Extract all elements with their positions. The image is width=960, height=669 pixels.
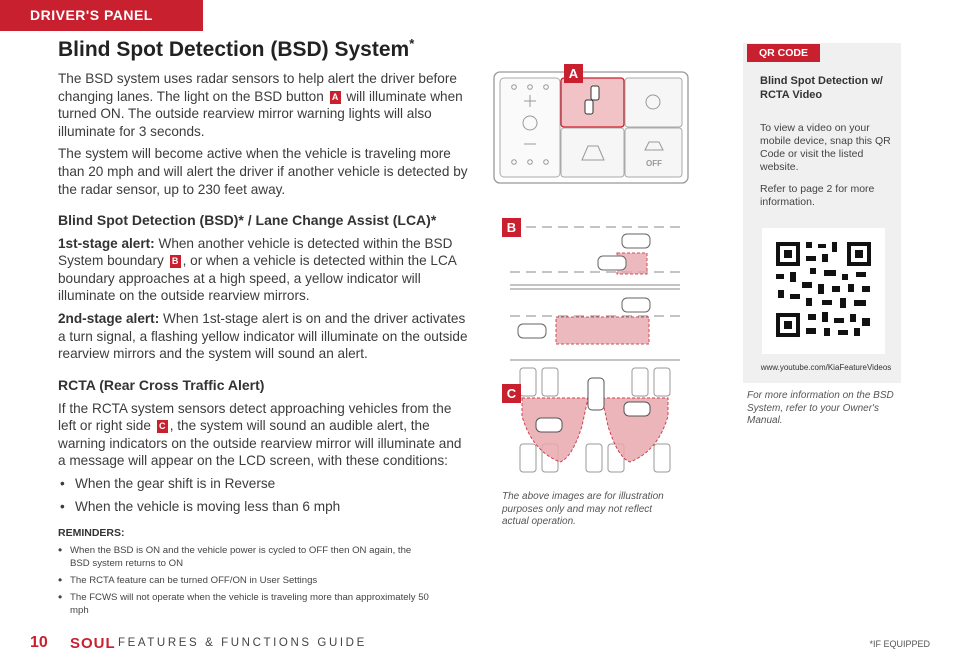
reminder-item: • The RCTA feature can be turned OFF/ON in User Settings — [58, 575, 430, 588]
rcta-bullet: • When the vehicle is moving less than 6 mph — [58, 498, 468, 516]
bsd-button-panel-illustration — [492, 70, 690, 185]
rcta-parking-illustration — [512, 366, 680, 476]
figure-marker-b: B — [502, 218, 521, 237]
owners-manual-note: For more information on the BSD System, refer to your Owner's Manual. — [747, 390, 894, 426]
rcta-heading: RCTA (Rear Cross Traffic Alert) — [58, 377, 265, 393]
if-equipped-note: *IF EQUIPPED — [869, 639, 930, 649]
rcta-section: RCTA (Rear Cross Traffic Alert) If the RCTA system sensors detect approaching vehicles from the left or right side C , the system will sound an audible alert, the warning indicators on the outside rearview mirror will illuminate and a message will appear on the LCD screen, with these conditions: • When the gear shift is in Reverse • When the vehicle is moving less than 6 mph — [58, 377, 468, 515]
reminder-item: • When the BSD is ON and the vehicle power is cycled to OFF then ON again, the BSD system returns to ON — [58, 545, 430, 570]
marker-a: A — [330, 91, 341, 104]
footer-guide-title: FEATURES & FUNCTIONS GUIDE — [118, 637, 367, 649]
figure-marker-a: A — [564, 64, 583, 83]
video-url-link[interactable]: www.youtube.com/KiaFeatureVideos — [760, 363, 892, 372]
qr-reference: Refer to page 2 for more information. — [760, 183, 875, 208]
qr-code[interactable] — [762, 228, 885, 354]
page-title: Blind Spot Detection (BSD) System* — [58, 36, 415, 61]
figure-caption: The above images are for illustration purposes only and may not reflect actual operation. — [502, 491, 664, 527]
reminder-item: • The FCWS will not operate when the vehicle is traveling more than approximately 50 mph — [58, 592, 430, 617]
off-label: OFF — [646, 159, 662, 168]
section-tab: DRIVER'S PANEL — [0, 0, 203, 31]
rcta-bullet: • When the gear shift is in Reverse — [58, 475, 468, 493]
qr-instructions: To view a video on your mobile device, snap this QR Code or visit the listed website. — [760, 122, 891, 173]
marker-b: B — [170, 255, 181, 268]
marker-c: C — [157, 420, 168, 433]
bsd-section: Blind Spot Detection (BSD)* / Lane Change Assist (LCA)* 1st-stage alert: When another vehicle is detected within the BSD System boundary B , or when a vehicle is detected within the LCA boundary approaches at a high speed, a yellow indicator will illuminate on the outside rearview mirrors. 2nd-stage alert: When 1st-stage alert is on and the driver activates a turn signal, a flashing yellow indicator will illuminate on the outside rearview mirrors and the system will sound an alert. — [58, 212, 468, 362]
footer-brand: SOUL — [70, 635, 116, 652]
qr-tag: QR CODE — [747, 44, 820, 62]
bsd-heading: Blind Spot Detection (BSD)* / Lane Change Assist (LCA)* — [58, 212, 437, 228]
page-number: 10 — [30, 634, 48, 651]
reminders-title: REMINDERS: — [58, 527, 125, 539]
figure-marker-c: C — [502, 384, 521, 403]
qr-heading: Blind Spot Detection w/ RCTA Video — [760, 75, 883, 101]
intro-text: The BSD system uses radar sensors to help alert the driver before changing lanes. The light on the BSD button A will illuminate when turned ON. The outside rearview mirror warning lights will also illuminate for 3 seconds. The system will become active when the vehicle is traveling more than 20 mph and will alert the driver if another vehicle is detected by the radar sensor, up to 230 feet away. — [58, 71, 468, 197]
bsd-lane-illustration — [510, 222, 680, 367]
